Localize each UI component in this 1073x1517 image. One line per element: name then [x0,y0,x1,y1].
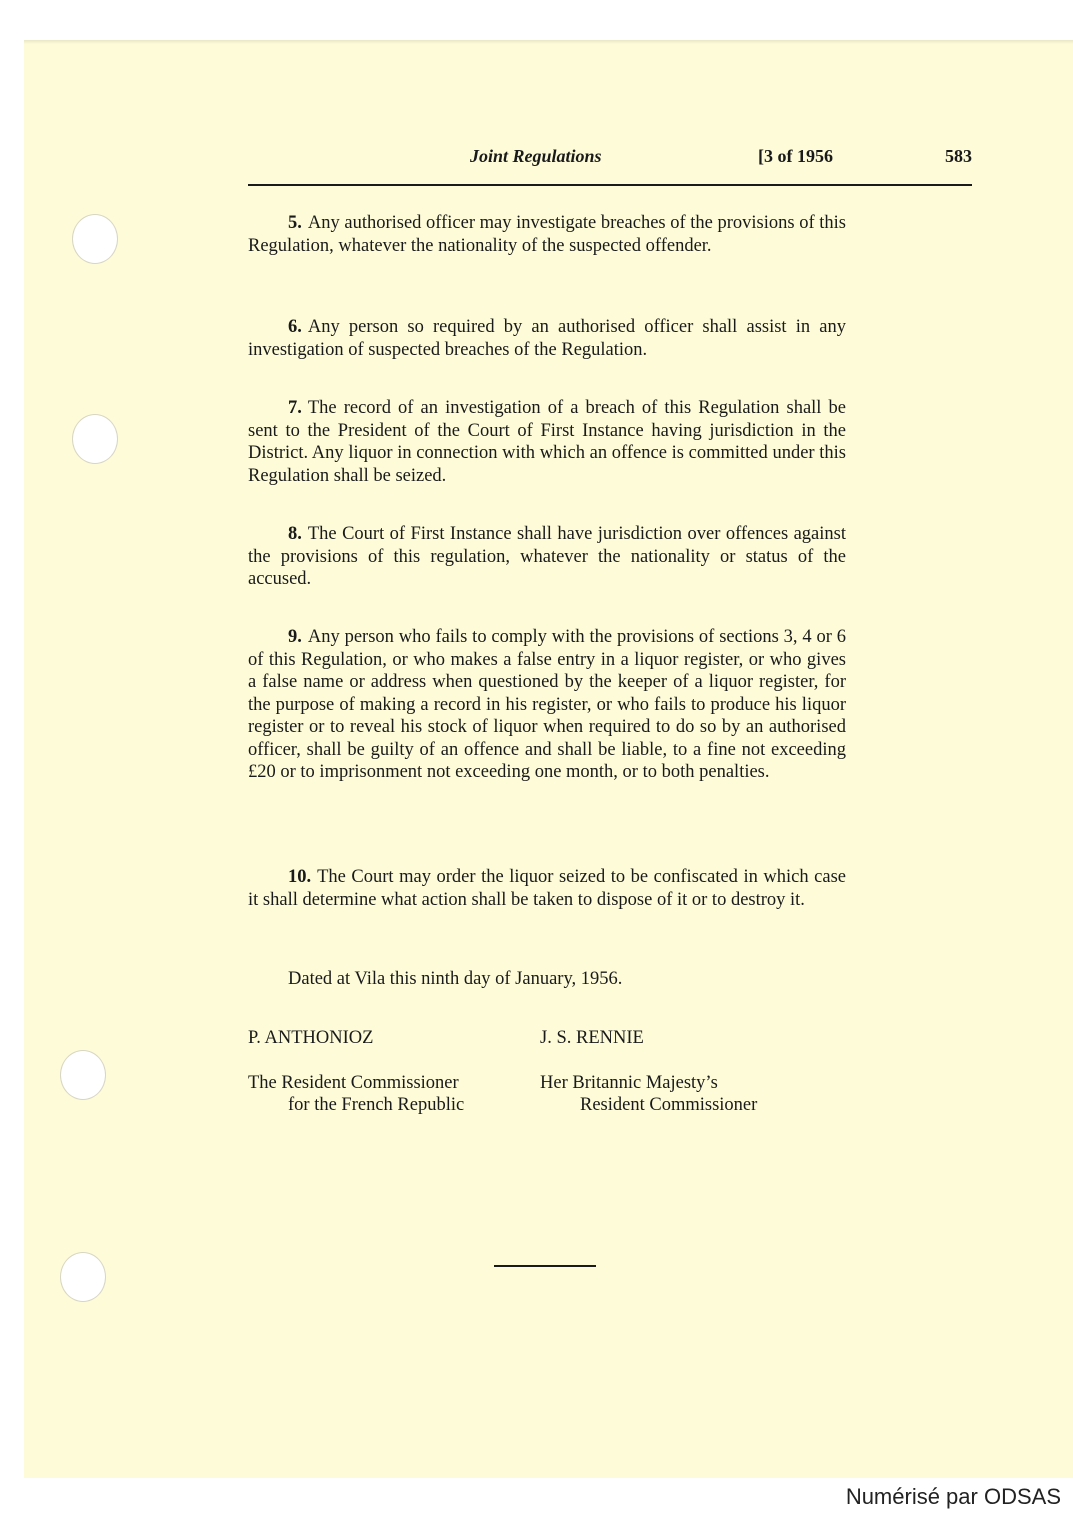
header-rule [248,184,972,186]
signatory-title-french [248,1072,464,1116]
scan-edge [24,40,1073,44]
section-text: The record of an investigation of a breach of this Regulation shall be sent to the President of the Court of First Instance having jurisdiction in the District. Any liquor in connection with which an offence is committed under this Regulation shall be seized. [248,398,846,486]
section-10 [248,866,846,911]
section-number: 6. [288,317,302,337]
page-number: 583 [945,146,972,166]
section-text: Any person who fails to comply with the provisions of sections 3, 4 or 6 of this Regulation, or who makes a false entry in a liquor register, or who gives a false name or address when questioned by the keeper of a liquor register, for the purpose of making a record in his register, or who fails to produce his liquor register or to reveal his stock of liquor when required to do so by an authorised officer, shall be guilty of an offence and shall be liable, to a fine not exceeding £20 or to imprisonment not exceeding one month, or to both penalties. [248,627,846,782]
title-line: for the French Republic [288,1095,465,1115]
digitization-credit: Numérisé par ODSAS [845,1484,1061,1509]
section-number: 10. [288,867,312,887]
running-title: Joint Regulations [470,146,602,166]
end-rule [494,1265,596,1267]
punch-hole [72,414,118,464]
title-line: The Resident Commissioner [248,1073,459,1093]
signatory-name-french: P. ANTHONIOZ [248,1028,374,1048]
title-line: Her Britannic Majesty’s [540,1073,718,1093]
title-line: Resident Commissioner [580,1095,758,1115]
section-number: 8. [288,524,302,544]
section-text: The Court of First Instance shall have jurisdiction over offences against the provisions of this regulation, whatever the nationality or status of the accused. [248,524,846,589]
signatory-name-british: J. S. RENNIE [540,1028,644,1048]
page-header [248,146,972,172]
section-text: Any authorised officer may investigate breaches of the provisions of this Regulation, whatever the nationality of the suspected offender. [248,213,846,256]
section-9 [248,626,846,784]
section-8 [248,523,846,591]
section-number: 5. [288,213,302,233]
dated-line: Dated at Vila this ninth day of January, 1956. [288,969,623,989]
punch-hole [60,1050,106,1100]
section-number: 7. [288,398,302,418]
section-text: The Court may order the liquor seized to be confiscated in which case it shall determine what action shall be taken to dispose of it or to destroy it. [248,867,846,910]
section-5 [248,212,846,257]
punch-hole [60,1252,106,1302]
section-number: 9. [288,627,302,647]
punch-hole [72,214,118,264]
section-6 [248,316,846,361]
section-7 [248,397,846,487]
signatory-title-british [540,1072,757,1116]
section-text: Any person so required by an authorised officer shall assist in any investigation of suspected breaches of the Regulation. [248,317,846,360]
act-reference: [3 of 1956 [758,146,833,166]
